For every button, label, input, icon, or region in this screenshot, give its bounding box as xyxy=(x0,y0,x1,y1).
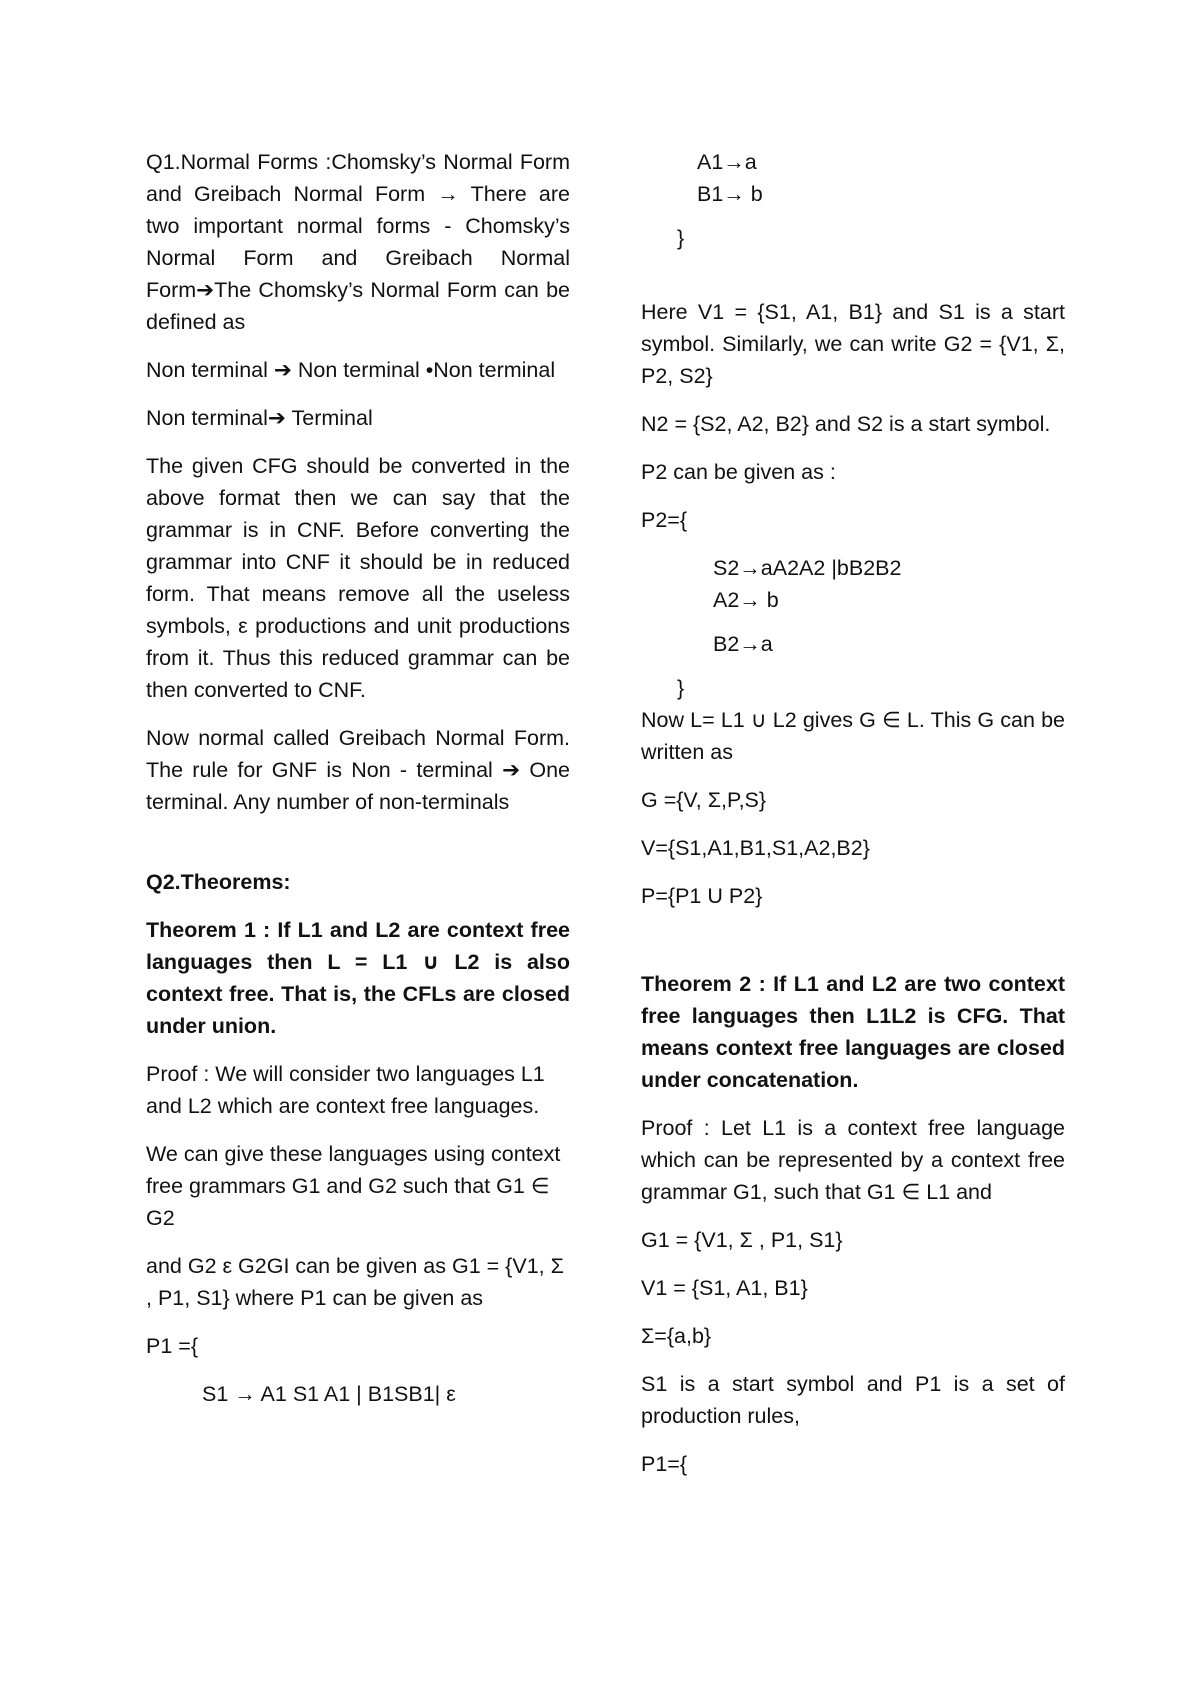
sigma-definition: Σ={a,b} xyxy=(641,1324,712,1348)
a1-production: A1→a xyxy=(697,150,757,174)
now-l-paragraph: Now L= L1 ∪ L2 gives G ∈ L. This G can be written as xyxy=(641,708,1065,764)
cnf-rule-2: Non terminal➔ Terminal xyxy=(146,406,373,430)
gnf-paragraph: Now normal called Greibach Normal Form. The rule for GNF is Non - terminal ➔ One terminal. Any number of non-terminals xyxy=(146,726,570,814)
s2-production: S2→aA2A2 |bB2B2 xyxy=(713,556,902,580)
cnf-paragraph: The given CFG should be converted in the above format then we can say that the grammar is in CNF. Before converting the grammar into CNF it should be in reduced form. That means remove all the useless symbols, ε productions and unit productions from it. Thus this reduced grammar can be then converted to CNF. xyxy=(146,454,570,702)
cnf-rule-1: Non terminal ➔ Non terminal •Non terminal xyxy=(146,358,556,382)
v-definition: V={S1,A1,B1,S1,A2,B2} xyxy=(641,836,870,860)
spacer xyxy=(641,254,1065,296)
q2-heading: Q2.Theorems: xyxy=(146,870,291,894)
b1-production: B1→ b xyxy=(697,182,763,206)
s1-production: S1 → A1 S1 A1 | B1SB1| ε xyxy=(202,1382,456,1406)
n2-paragraph: N2 = {S2, A2, B2} and S2 is a start symbol. xyxy=(641,412,1051,436)
v1-definition: V1 = {S1, A1, B1} xyxy=(641,1276,808,1300)
b2-production: B2→a xyxy=(713,632,773,656)
left-column xyxy=(146,146,570,1410)
p2-close-brace: } xyxy=(677,676,685,700)
p-definition: P={P1 U P2} xyxy=(641,884,763,908)
g1-definition: G1 = {V1, Σ , P1, S1} xyxy=(641,1228,843,1252)
q1-paragraph: Q1.Normal Forms :Chomsky’s Normal Form and Greibach Normal Form → There are two important normal forms - Chomsky’s Normal Form and Greibach Normal Form➔The Chomsky’s Normal Form can be defined as xyxy=(146,150,570,334)
p1-open: P1 ={ xyxy=(146,1334,199,1358)
theorem-1: Theorem 1 : If L1 and L2 are context free languages then L = L1 ∪ L2 is also context free. That is, the CFLs are closed under union. xyxy=(146,918,570,1038)
g-definition: G ={V, Σ,P,S} xyxy=(641,788,767,812)
p1-close-brace: } xyxy=(677,226,685,250)
here-v1-paragraph: Here V1 = {S1, A1, B1} and S1 is a start symbol. Similarly, we can write G2 = {V1, Σ, P2, S2} xyxy=(641,300,1065,388)
grammar-paragraph: We can give these languages using context free grammars G1 and G2 such that G1 ∈ G2 xyxy=(146,1142,561,1230)
s1-start-paragraph: S1 is a start symbol and P1 is a set of production rules, xyxy=(641,1372,1065,1428)
p2-open: P2={ xyxy=(641,508,688,532)
theorem-2: Theorem 2 : If L1 and L2 are two context free languages then L1L2 is CFG. That means context free languages are closed under concatenation. xyxy=(641,972,1065,1092)
spacer xyxy=(146,834,570,866)
g1-definition-paragraph: and G2 ε G2GI can be given as G1 = {V1, Σ , P1, S1} where P1 can be given as xyxy=(146,1254,564,1310)
proof-2-paragraph: Proof : Let L1 is a context free language which can be represented by a context free grammar G1, such that G1 ∈ L1 and xyxy=(641,1116,1065,1204)
right-column xyxy=(641,146,1065,1496)
a2-production: A2→ b xyxy=(713,588,779,612)
spacer xyxy=(641,928,1065,968)
p1-open-right: P1={ xyxy=(641,1452,688,1476)
proof-1-paragraph: Proof : We will consider two languages L1 and L2 which are context free languages. xyxy=(146,1062,545,1118)
p2-given-paragraph: P2 can be given as : xyxy=(641,460,836,484)
